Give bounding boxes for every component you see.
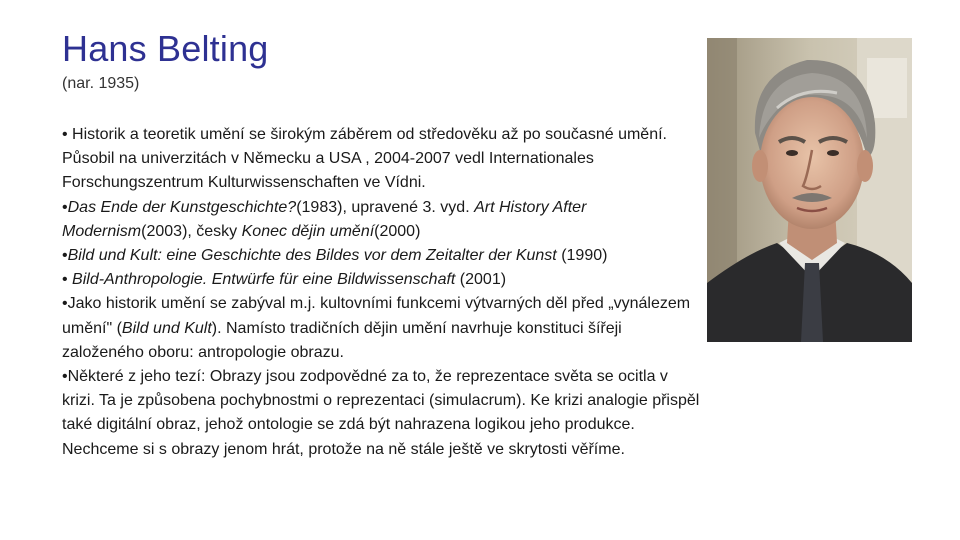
portrait-illustration	[707, 38, 912, 342]
bullet-1: • Historik a teoretik umění se širokým záběrem od středověku až po současné umění. Působil na univerzitách v Německu a USA , 2004-2007 vedl Internationales Forschungszentrum Kulturwissenschaften ve Vídni.	[62, 126, 667, 192]
bullet-6: •Některé z jeho tezí: Obrazy jsou zodpovědné za to, že reprezentace světa se ocitla v krizi. Ta je způsobena pochybnostmi o reprezentaci (simulacrum). Ke krizi analogie přispěl také digitální obraz, jehož ontologie se zdá být nahrazena logikou jeho produkce. Nechceme si s obrazy jenom hrát, protože na ně stále ještě ve skrytosti věříme.	[62, 368, 700, 458]
slide-body	[62, 123, 702, 462]
bullet-4-year: (2001)	[455, 271, 507, 289]
book-title-bild-und-kult: Bild und Kult: eine Geschichte des Bildes vor dem Zeitalter der Kunst	[67, 247, 557, 265]
bullet-marker: •	[62, 271, 73, 289]
slide-title: Hans Belting	[62, 28, 269, 69]
book-title-ref: Bild und Kult	[121, 319, 212, 337]
bullet-3	[62, 244, 702, 268]
bullet-5-text-2: ). Namísto tradičních dějin umění navrhuje konstituci šířeji založeného oboru: antropologie obrazu.	[62, 319, 622, 361]
book-title-ende: Das Ende der Kunstgeschichte?	[67, 198, 297, 216]
book-title-konec: Konec dějin umění	[241, 222, 375, 240]
bullet-marker: •	[62, 198, 68, 216]
bullet-2-year: (2000)	[374, 222, 421, 240]
bullet-marker: •	[62, 247, 68, 265]
bullet-3-year: (1990)	[556, 247, 608, 265]
bullet-5-text: •Jako historik umění se zabýval m.j. kultovními funkcemi výtvarných děl před „vynálezem umění" (	[62, 295, 691, 337]
portrait-photo	[707, 38, 912, 342]
slide-subtitle: (nar. 1935)	[62, 75, 140, 92]
bullet-4	[62, 268, 702, 292]
bullet-2-text-2: (2003), česky	[141, 222, 242, 240]
book-title-after-modernism: Art History After Modernism	[62, 198, 587, 240]
bullet-2-text: (1983), upravené 3. vyd.	[296, 198, 475, 216]
bullet-2	[62, 196, 702, 244]
book-title-bild-anthropologie: Bild-Anthropologie. Entwürfe für eine Bildwissenschaft	[72, 271, 456, 289]
bullet-5	[62, 292, 702, 365]
